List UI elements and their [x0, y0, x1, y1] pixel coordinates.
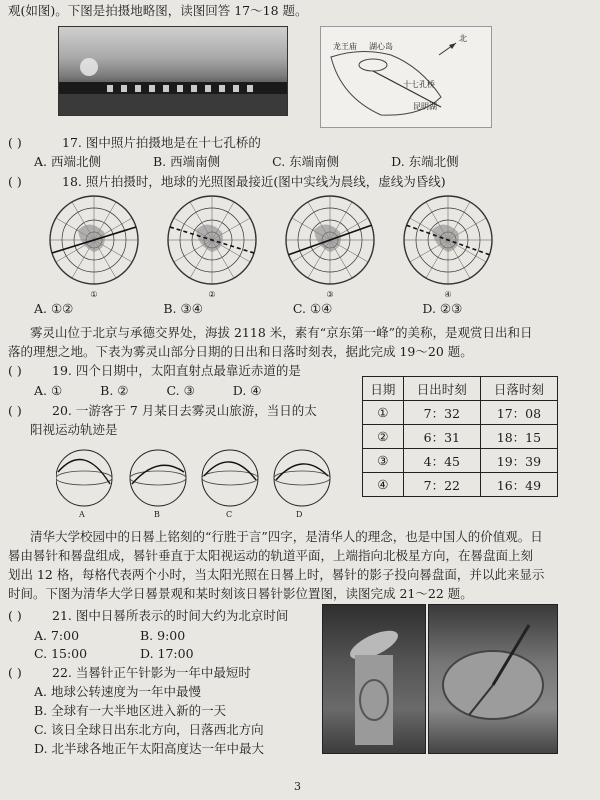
passage-21-22-line3: 划出 12 格，每格代表两个小时，当太阳光照在日晷上时，晷针的影子投向晷盘面，并以此来显示 [8, 567, 545, 582]
sun-path-dome [56, 450, 112, 506]
map-label: 龙王庙 [333, 42, 357, 51]
polar-globe [50, 196, 138, 284]
passage-21-22-line2: 晷由晷针和晷盘组成，晷针垂直于太阳视运动的轨道平面，上端指向北极星方向，在晷盘面上刻 [8, 548, 534, 563]
q18-bracket: ( ) [8, 174, 22, 189]
q22-option-a: A. 地球公转速度为一年中最慢 [34, 684, 201, 699]
table-header: 日出时刻 [403, 377, 480, 401]
table-cell: ② [363, 425, 404, 449]
q19-option-a: A. ① [34, 383, 63, 398]
globe-label: ③ [326, 290, 334, 299]
diagram-letter: B [154, 510, 160, 519]
map-label: 湖心岛 [369, 42, 393, 51]
sundial-photo-2 [428, 604, 558, 754]
q22-option-c: C. 该日全球日出东北方向，日落西北方向 [34, 722, 264, 737]
map-label: 昆明湖 [413, 102, 437, 111]
diagram-letter: A [79, 510, 85, 519]
table-cell: 18：15 [480, 425, 557, 449]
q18-options [34, 300, 574, 317]
q20-bracket: ( ) [8, 403, 22, 418]
q18-option-c: C. ①④ [292, 301, 333, 316]
q21-option-a: A. 7:00 [34, 628, 80, 643]
table-header-row [363, 377, 558, 401]
polar-globe [404, 196, 492, 284]
table-cell: ④ [363, 473, 404, 497]
q20-stem-line1: 20. 一游客于 7 月某日去雾灵山旅游，当日的太 [52, 403, 317, 418]
q21-stem: 21. 图中日晷所表示的时间大约为北京时间 [52, 608, 289, 623]
bridge-photo [58, 26, 288, 116]
sun-path-svg [56, 444, 356, 524]
globe-label: ① [90, 290, 98, 299]
table-row [363, 425, 558, 449]
q22-bracket: ( ) [8, 665, 22, 680]
polar-globe [168, 196, 256, 284]
table-row [363, 401, 558, 425]
table-cell: 4：45 [403, 449, 480, 473]
passage-19-20-line2: 落的理想之地。下表为雾灵山部分日期的日出和日落时刻表，据此完成 19～20 题。 [8, 344, 473, 359]
globe-figures [40, 190, 560, 302]
q20-stem-line2: 阳视运动轨迹是 [30, 422, 118, 437]
q22-stem: 22. 当晷针正午针影为一年中最短时 [52, 665, 251, 680]
table-cell: 7：32 [403, 401, 480, 425]
table-cell: ③ [363, 449, 404, 473]
q19-option-d: D. ④ [232, 383, 262, 398]
table-cell: 19：39 [480, 449, 557, 473]
table-cell: 17：08 [480, 401, 557, 425]
location-sketch-map [320, 26, 492, 128]
passage-21-22-line4: 时间。下图为清华大学日晷景观和某时刻该日晷针影位置图，读图完成 21～22 题。 [8, 586, 473, 601]
q22-option-d: D. 北半球各地正午太阳高度达一年中最大 [34, 741, 265, 756]
table-header: 日落时刻 [480, 377, 557, 401]
q17-option-b: B. 西端南侧 [152, 154, 221, 169]
map-label: 十七孔桥 [403, 80, 435, 89]
q19-options [34, 382, 262, 399]
table-cell: 7：22 [403, 473, 480, 497]
intro-text: 观(如图)。下图是拍摄地略图，读图回答 17～18 题。 [8, 3, 308, 18]
q21-option-b: B. 9:00 [140, 628, 186, 643]
table-row [363, 473, 558, 497]
q18-option-b: B. ③④ [163, 301, 203, 316]
polar-globes [40, 190, 560, 302]
table-cell: 6：31 [403, 425, 480, 449]
q19-option-c: C. ③ [166, 383, 195, 398]
q17-option-c: C. 东端南侧 [272, 154, 340, 169]
q19-option-b: B. ② [100, 383, 129, 398]
q17-option-a: A. 西端北侧 [34, 154, 101, 169]
q21-option-c: C. 15:00 [34, 646, 88, 661]
q17-bracket: ( ) [8, 135, 22, 150]
polar-globe [286, 196, 374, 284]
q21-option-d: D. 17:00 [140, 646, 194, 661]
q22-option-b: B. 全球有一大半地区进入新的一天 [34, 703, 227, 718]
q19-stem: 19. 四个日期中，太阳直射点最靠近赤道的是 [52, 363, 301, 378]
q19-bracket: ( ) [8, 363, 22, 378]
globe-label: ② [208, 290, 216, 299]
table-row [363, 449, 558, 473]
sundial-photo-1 [322, 604, 426, 754]
map-label: 北 [459, 34, 467, 43]
q17-option-d: D. 东端北侧 [391, 154, 459, 169]
diagram-letter: D [296, 510, 303, 519]
q17-options [34, 153, 574, 170]
q18-option-a: A. ①② [34, 301, 74, 316]
diagram-letter: C [226, 510, 233, 519]
bridge-silhouette [59, 27, 287, 115]
q18-option-d: D. ②③ [422, 301, 463, 316]
sun-path-diagrams [56, 444, 356, 524]
q21-bracket: ( ) [8, 608, 22, 623]
q18-stem: 18. 照片拍摄时，地球的光照图最接近(图中实线为晨线，虚线为昏线) [62, 174, 446, 189]
q17-stem: 17. 图中照片拍摄地是在十七孔桥的 [62, 135, 261, 150]
passage-19-20-line1: 雾灵山位于北京与承德交界处，海拔 2118 米，素有“京东第一峰”的美称，是观赏日出和日 [30, 325, 533, 340]
sun-path-dome [202, 450, 258, 506]
passage-21-22-line1: 清华大学校园中的日晷上铭刻的“行胜于言”四字，是清华人的理念，也是中国人的价值观。日 [30, 529, 543, 544]
table-header: 日期 [363, 377, 404, 401]
sun-path-dome [130, 450, 186, 506]
globe-label: ④ [444, 290, 452, 299]
page-number: 3 [294, 780, 301, 793]
sun-path-dome [274, 450, 330, 506]
sunrise-sunset-table [362, 376, 558, 497]
table-cell: ① [363, 401, 404, 425]
table-cell: 16：49 [480, 473, 557, 497]
